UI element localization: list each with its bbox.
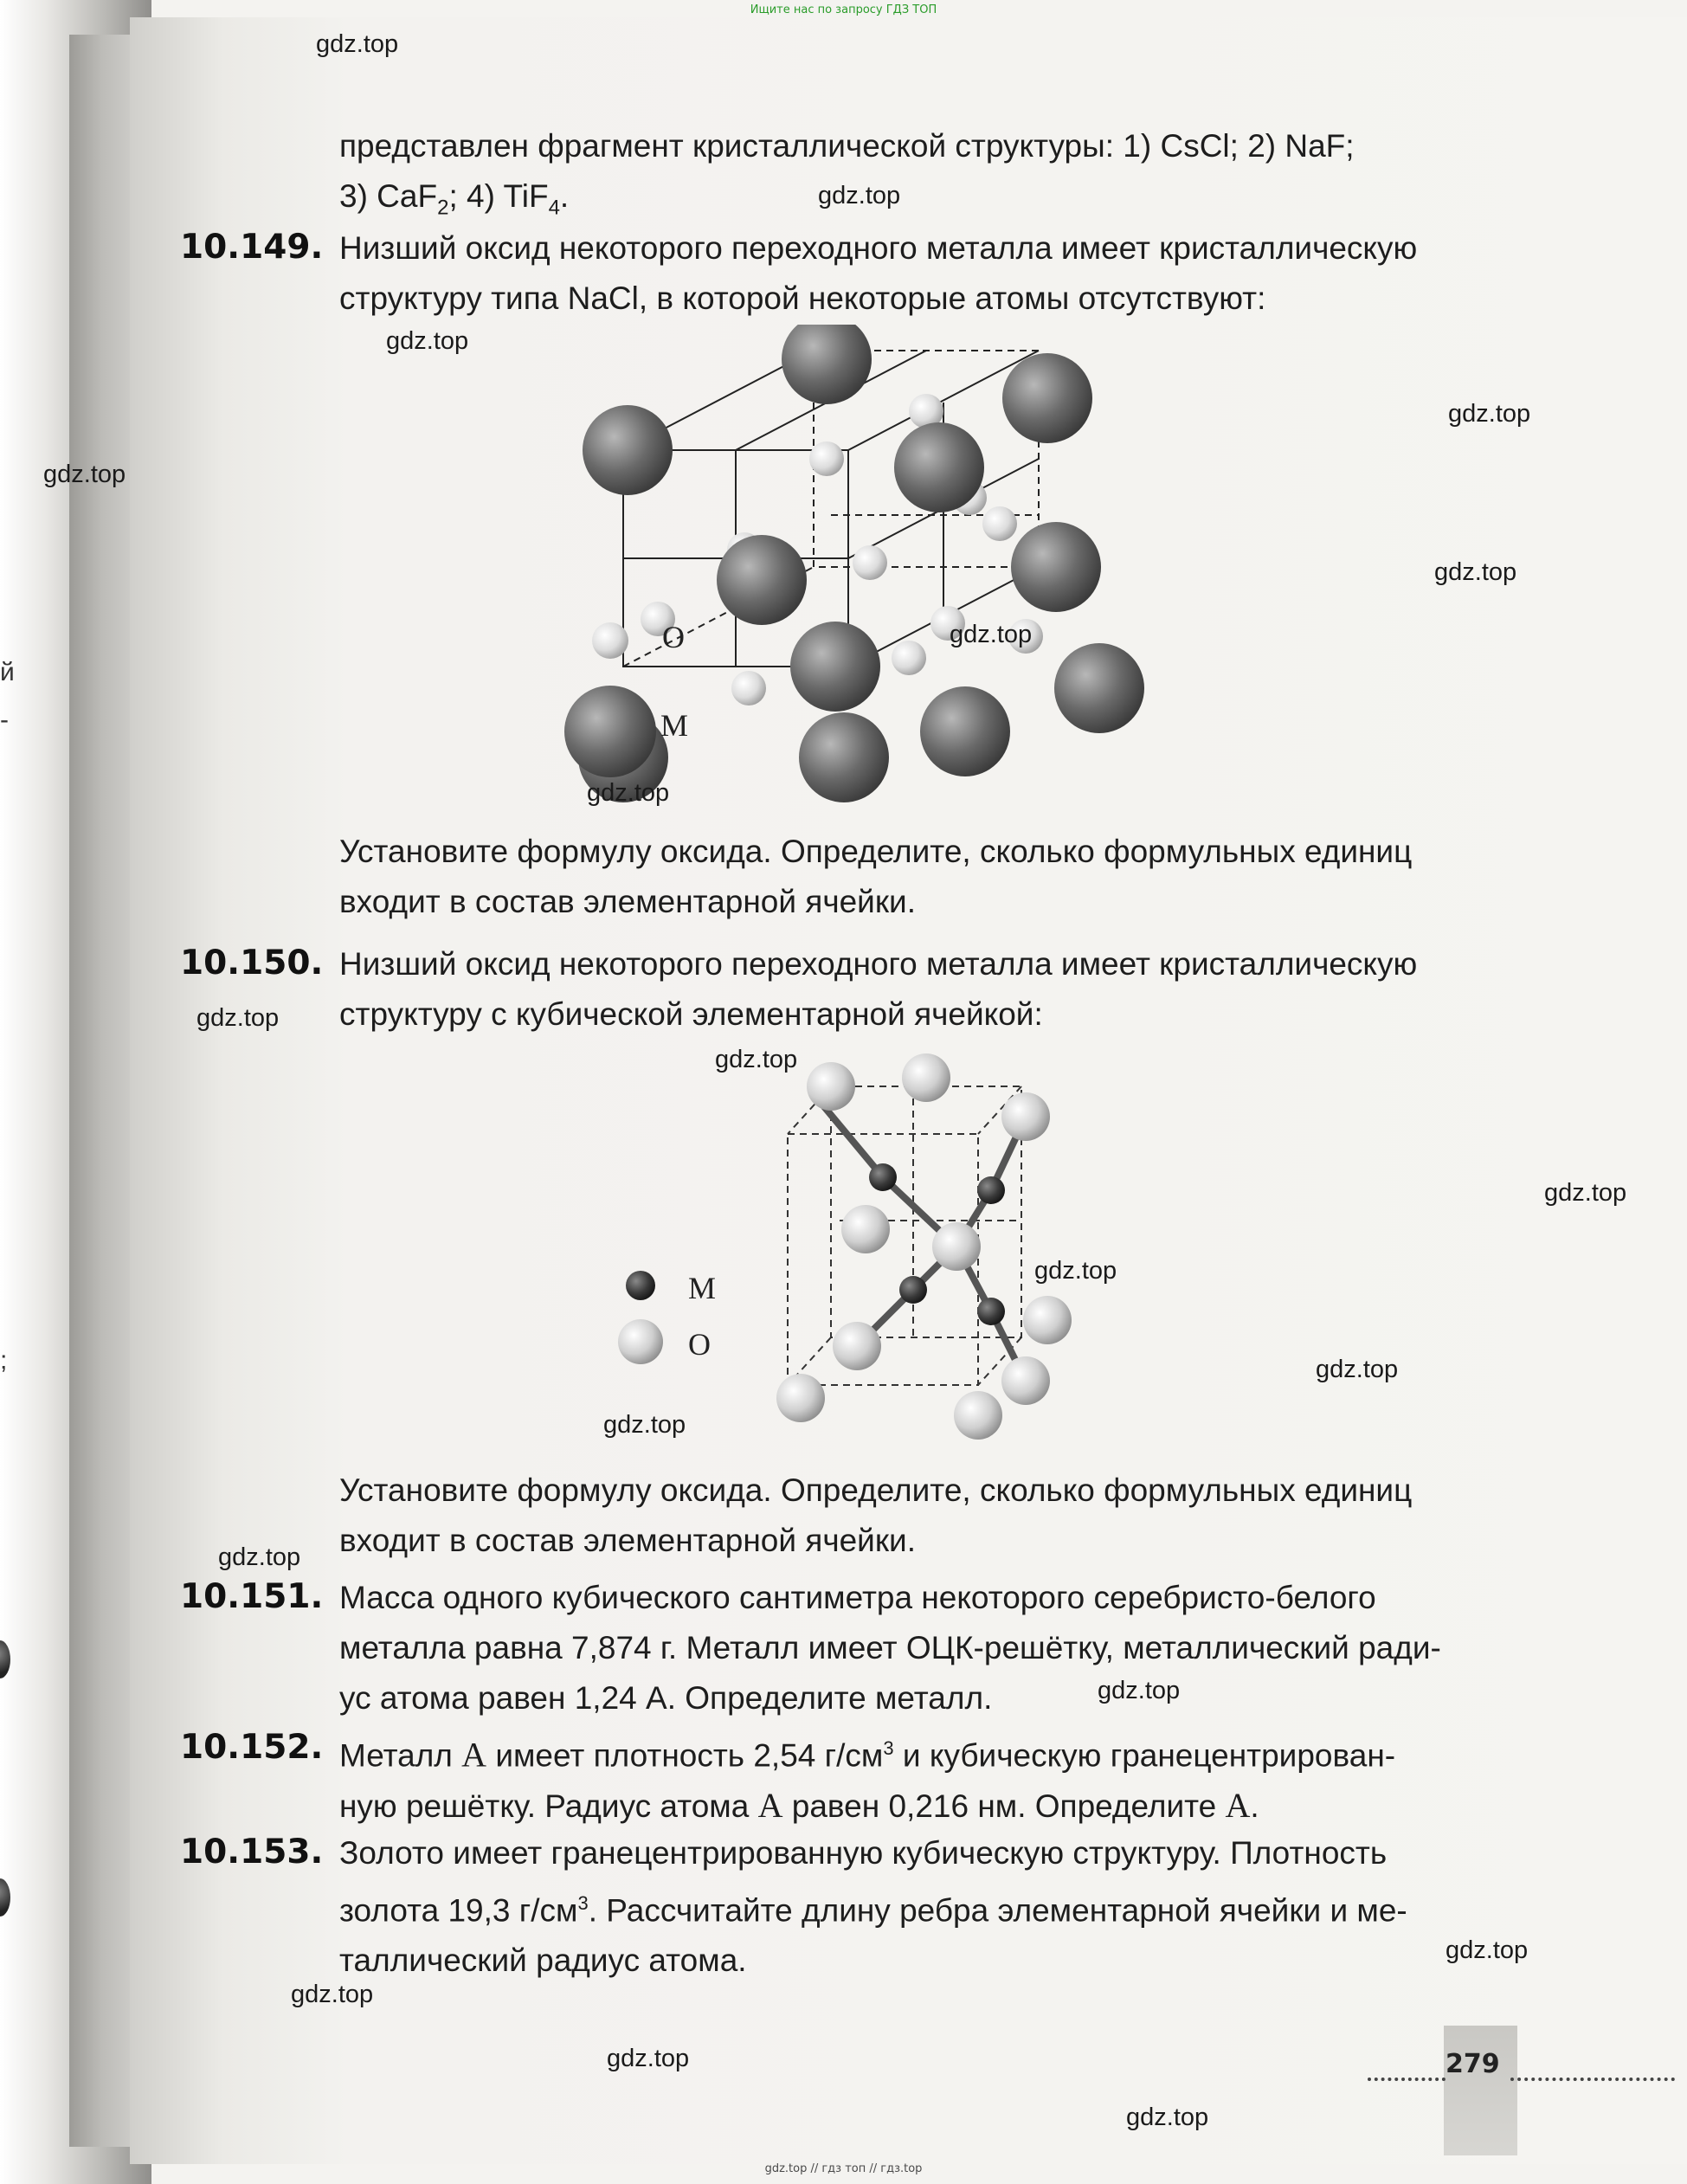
watermark: gdz.top [607, 2045, 690, 2072]
problem-line: Низший оксид некоторого переходного металла имеет кристаллическую [339, 946, 1418, 982]
page-number: 279 [1446, 2049, 1500, 2079]
problem-number: 10.149. [180, 228, 324, 267]
problem-line: структуру типа NaCl, в которой некоторые атомы отсутствуют: [339, 280, 1266, 316]
margin-mark: - [0, 705, 9, 734]
watermark: gdz.top [1544, 1179, 1627, 1207]
watermark: gdz.top [386, 327, 469, 355]
problem-text [339, 1723, 1395, 1832]
page-number-leader [1510, 2078, 1675, 2081]
problem-line: Установите формулу оксида. Определите, сколько формульных единиц [339, 834, 1413, 869]
problem-line: Золото имеет гранецентрированную кубическую структуру. Плотность [339, 1835, 1388, 1871]
problem-line: входит в состав элементарной ячейки. [339, 1523, 916, 1558]
problem-line: входит в состав элементарной ячейки. [339, 884, 916, 919]
problem-line: металла равна 7,874 г. Металл имеет ОЦК-решётку, металлический ради- [339, 1630, 1441, 1665]
watermark: gdz.top [603, 1411, 686, 1439]
problem-number: 10.152. [180, 1728, 324, 1767]
header-note: Ищите нас по запросу ГДЗ ТОП [750, 3, 937, 16]
watermark: gdz.top [950, 621, 1033, 648]
problem-line: ус атома равен 1,24 А. Определите металл. [339, 1680, 993, 1716]
margin-mark: й [0, 658, 15, 686]
watermark: gdz.top [43, 461, 126, 488]
problem-text-after [339, 1466, 1412, 1566]
intro-line-2: 3) CaF$_2$; 4) TiF$_4$. [339, 178, 570, 220]
watermark: gdz.top [291, 1981, 374, 2008]
watermark: gdz.top [1434, 558, 1517, 586]
watermark: gdz.top [196, 1004, 280, 1032]
watermark: gdz.top [818, 182, 901, 209]
watermark: gdz.top [1446, 1936, 1529, 1964]
problem-number: 10.153. [180, 1833, 324, 1872]
watermark: gdz.top [316, 30, 399, 58]
problem-text [339, 1573, 1441, 1723]
watermark: gdz.top [1034, 1257, 1117, 1285]
problem-line: Металл A имеет плотность 2,54 $г/см^3$ и кубическую гранецентрирован- [339, 1735, 1396, 1775]
footer-note: gdz.top // гдз топ // гдз.top [764, 2162, 923, 2175]
problem-text-after [339, 827, 1412, 927]
page-number-leader [1368, 2078, 1446, 2081]
watermark: gdz.top [1448, 400, 1531, 428]
problem-text [339, 223, 1417, 324]
watermark: gdz.top [218, 1543, 301, 1571]
watermark: gdz.top [587, 779, 670, 807]
intro-text [339, 121, 1355, 233]
margin-mark: ; [0, 1346, 8, 1375]
problem-number: 10.151. [180, 1577, 324, 1616]
problem-number: 10.150. [180, 944, 324, 982]
problem-line: Установите формулу оксида. Определите, сколько формульных единиц [339, 1472, 1413, 1508]
problem-line: Низший оксид некоторого переходного металла имеет кристаллическую [339, 230, 1418, 266]
legend-label-m: M [660, 708, 689, 743]
legend-label-o: O [688, 1327, 711, 1362]
legend-label-o: O [662, 620, 685, 654]
problem-line: структуру с кубической элементарной ячейкой: [339, 996, 1043, 1032]
problem-line: золота 19,3 $г/см^3$. Рассчитайте длину ребра элементарной ячейки и ме- [339, 1892, 1407, 1929]
legend-label-m: M [688, 1271, 717, 1305]
intro-line-1: представлен фрагмент кристаллической структуры: 1) CsCl; 2) NaF; [339, 128, 1355, 164]
figure-cubic-structure [762, 1034, 1177, 1450]
watermark: gdz.top [1316, 1356, 1399, 1383]
problem-line: Масса одного кубического сантиметра некоторого серебристо-белого [339, 1580, 1376, 1615]
problem-text [339, 939, 1417, 1040]
watermark: gdz.top [1126, 2103, 1209, 2131]
problem-line: ную решётку. Радиус атома A равен 0,216 нм. Определите A. [339, 1786, 1259, 1826]
problem-line: таллический радиус атома. [339, 1942, 747, 1979]
page-tab-shade [1444, 2026, 1517, 2155]
problem-text [339, 1828, 1407, 1986]
watermark: gdz.top [715, 1046, 798, 1073]
figure-2-legend-atoms [606, 1260, 675, 1381]
watermark: gdz.top [1098, 1677, 1181, 1704]
